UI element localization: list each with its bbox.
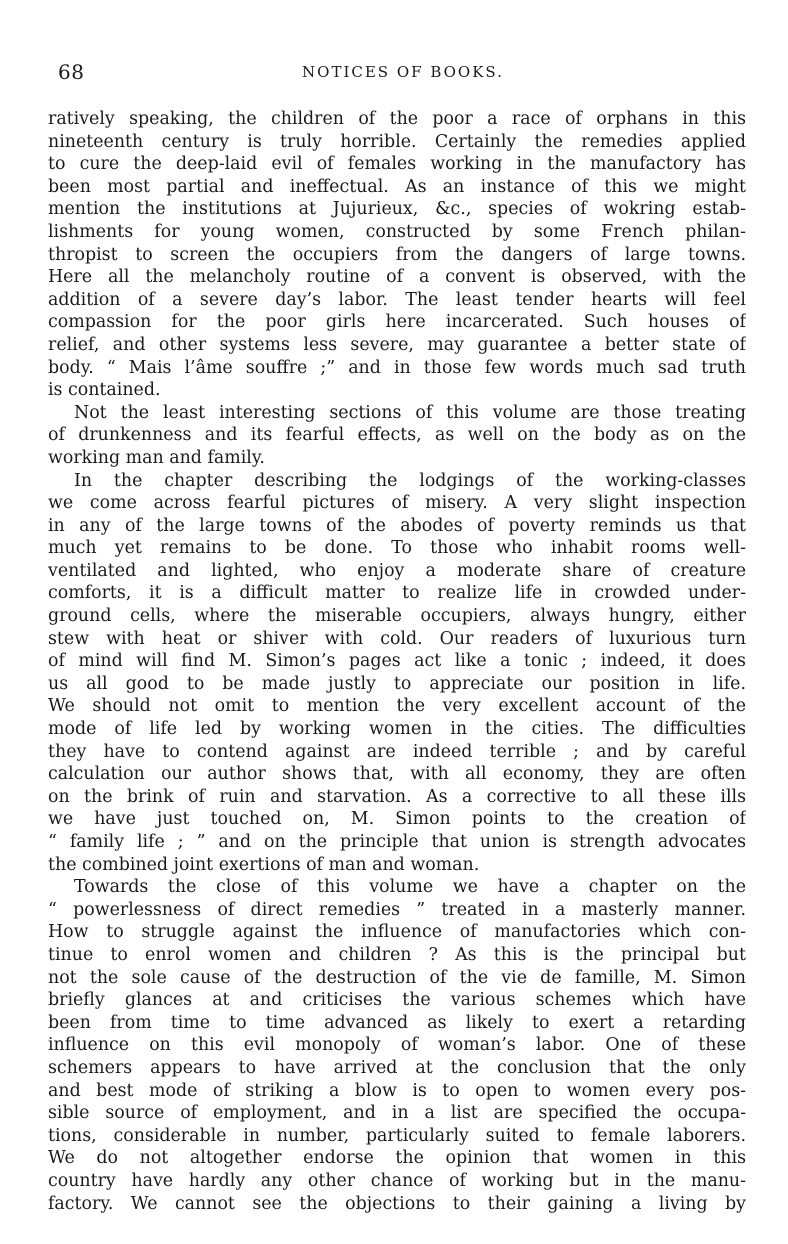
text-line: comforts, it is a difficult matter to realize life in crowded under- (48, 583, 746, 604)
text-line: relief, and other systems less severe, may guarantee a better state of (48, 334, 746, 355)
text-line: tinue to enrol women and children ? As this is the principal but (48, 944, 746, 965)
text-line: In the chapter describing the lodgings of the working-classes (74, 470, 746, 491)
text-line: “ powerlessness of direct remedies ” treated in a masterly manner. (48, 899, 746, 920)
text-line: factory. We cannot see the objections to their gaining a living by (48, 1193, 746, 1214)
text-line: nineteenth century is truly horrible. Certainly the remedies applied (48, 131, 746, 152)
text-line: they have to contend against are indeed terrible ; and by careful (48, 741, 746, 762)
text-line: mention the institutions at Jujurieux, &c., species of wokring estab- (48, 199, 746, 220)
text-line: we come across fearful pictures of misery. A very slight inspection (48, 493, 746, 514)
text-line: is contained. (48, 380, 161, 401)
text-line: of drunkenness and its fearful effects, as well on the body as on the (48, 425, 746, 446)
text-line: stew with heat or shiver with cold. Our readers of luxurious turn (48, 628, 746, 649)
text-line: been most partial and ineffectual. As an instance of this we might (48, 176, 746, 197)
text-line: of mind will find M. Simon’s pages act like a tonic ; indeed, it does (48, 651, 746, 672)
text-line: body. “ Mais l’âme souffre ;” and in those few words much sad truth (48, 357, 746, 378)
text-line: compassion for the poor girls here incarcerated. Such houses of (48, 312, 746, 333)
text-line: lishments for young women, constructed by some French philan- (48, 221, 746, 242)
text-line: in any of the large towns of the abodes of poverty reminds us that (48, 515, 746, 536)
text-line: briefly glances at and criticises the various schemes which have (48, 990, 746, 1011)
text-line: How to struggle against the influence of manufactories which con- (48, 922, 746, 943)
text-line: Towards the close of this volume we have a chapter on the (74, 877, 746, 898)
text-line: the combined joint exertions of man and woman. (48, 854, 480, 875)
text-line: us all good to be made justly to appreciate our position in life. (48, 673, 746, 694)
text-line: we have just touched on, M. Simon points to the creation of (48, 809, 746, 830)
text-line: much yet remains to be done. To those who inhabit rooms well- (48, 538, 746, 559)
text-line: We do not altogether endorse the opinion that women in this (48, 1148, 746, 1169)
text-line: working man and family. (48, 447, 265, 468)
text-line: to cure the deep-laid evil of females working in the manufactory has (48, 154, 746, 175)
text-line: calculation our author shows that, with all economy, they are often (48, 764, 746, 785)
text-line: ground cells, where the miserable occupiers, always hungry, either (48, 606, 746, 627)
text-line: We should not omit to mention the very excellent account of the (48, 696, 746, 717)
text-line: “ family life ; ” and on the principle that union is strength advocates (48, 832, 746, 852)
text-line: tions, considerable in number, particularly suited to female laborers. (48, 1125, 746, 1146)
text-line: Here all the melancholy routine of a convent is observed, with the (48, 267, 746, 288)
page-header (58, 60, 748, 88)
text-line: been from time to time advanced as likely to exert a retarding (48, 1012, 746, 1033)
text-line: Not the least interesting sections of this volume are those treating (74, 402, 746, 423)
running-head: NOTICES OF BOOKS. (302, 63, 504, 81)
page-number: 68 (58, 60, 85, 84)
text-line: and best mode of striking a blow is to open to women every pos- (48, 1080, 746, 1101)
text-line: ventilated and lighted, who enjoy a moderate share of creature (48, 560, 746, 581)
text-line: schemers appears to have arrived at the conclusion that the only (48, 1057, 746, 1078)
text-line: addition of a severe day’s labor. The least tender hearts will feel (48, 289, 746, 310)
text-line: influence on this evil monopoly of woman’s labor. One of these (48, 1035, 746, 1056)
body-text (48, 108, 746, 1215)
text-line: not the sole cause of the destruction of the vie de famille, M. Simon (48, 967, 746, 988)
text-line: sible source of employment, and in a list are specified the occupa- (48, 1103, 746, 1124)
text-line: on the brink of ruin and starvation. As a corrective to all these ills (48, 786, 746, 807)
text-line: thropist to screen the occupiers from the dangers of large towns. (48, 244, 746, 265)
text-line: country have hardly any other chance of working but in the manu- (48, 1170, 746, 1191)
text-line: ratively speaking, the children of the poor a race of orphans in this (48, 109, 746, 129)
text-line: mode of life led by working women in the cities. The difficulties (48, 719, 746, 740)
